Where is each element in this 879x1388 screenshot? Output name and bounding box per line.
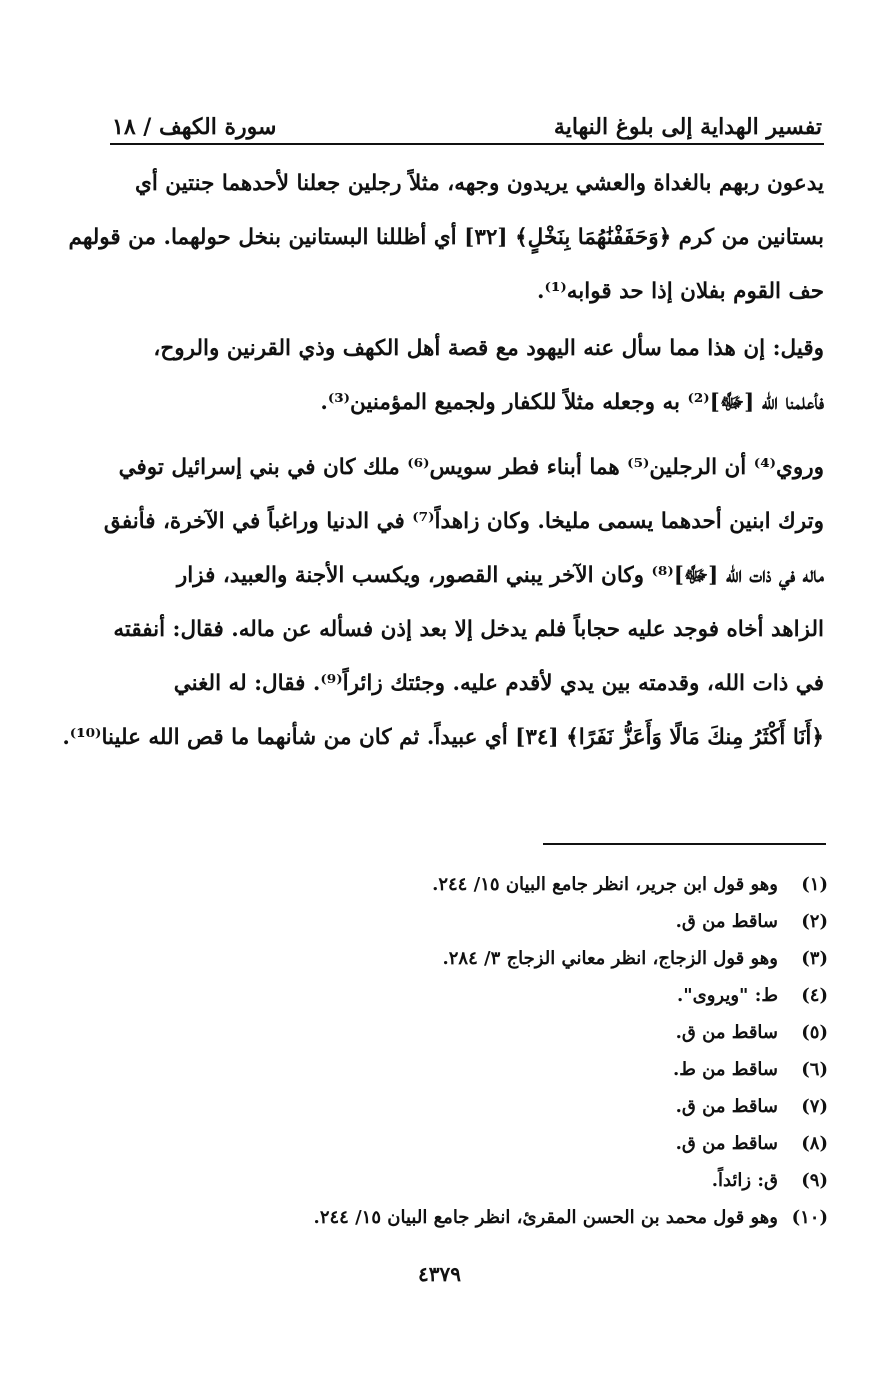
text-line: وقيل: إن هذا مما سأل عنه اليهود مع قصة أهل الكهف وذي القرنين والروح، bbox=[153, 336, 824, 361]
footnote-text: ط: "ويروى". bbox=[677, 985, 778, 1006]
text-line: حف القوم بفلان إذا حد قوابه⁽¹⁾. bbox=[537, 279, 824, 304]
footnote-number: (١٠) bbox=[791, 1207, 828, 1228]
footnote-number: (٢) bbox=[801, 911, 828, 932]
footnotes bbox=[200, 866, 828, 1236]
footnote-item bbox=[200, 903, 828, 940]
paragraph-1 bbox=[68, 157, 824, 319]
text-line: يدعون ربهم بالغداة والعشي يريدون وجهه، مثلاً رجلين جعلنا لأحدهما جنتين أي bbox=[135, 171, 824, 196]
footnote-number: (٥) bbox=[801, 1022, 828, 1043]
footnote-text: ساقط من ط. bbox=[672, 1059, 778, 1080]
footnote-item bbox=[200, 940, 828, 977]
paragraph-2 bbox=[112, 322, 824, 430]
footnote-number: (٦) bbox=[801, 1059, 828, 1080]
footnote-text: وهو قول ابن جرير، انظر جامع البيان ١٥/ ٢٤٤. bbox=[432, 874, 778, 895]
footnote-item bbox=[200, 1088, 828, 1125]
header-rule bbox=[110, 143, 824, 145]
running-header bbox=[112, 100, 822, 140]
footnote-text: ساقط من ق. bbox=[675, 911, 778, 932]
footnote-item bbox=[200, 1125, 828, 1162]
footnote-text: وهو قول محمد بن الحسن المقرئ، انظر جامع البيان ١٥/ ٢٤٤. bbox=[313, 1207, 778, 1228]
footnote-item bbox=[200, 1199, 828, 1236]
footnote-text: ساقط من ق. bbox=[675, 1022, 778, 1043]
footnote-item bbox=[200, 1051, 828, 1088]
paragraph-3 bbox=[62, 441, 824, 765]
footnote-text: ساقط من ق. bbox=[675, 1133, 778, 1154]
footnote-number: (٨) bbox=[801, 1133, 828, 1154]
text-line: ﴿أَنَا أَكْثَرُ مِنكَ مَالًا وَأَعَزُّ نَفَرًا﴾ [٣٤] أي عبيداً. ثم كان من شأنهما ما قص الله علينا⁽¹⁰⁾. bbox=[62, 725, 824, 750]
footnote-number: (١) bbox=[801, 874, 828, 895]
text-line: بستانين من كرم ﴿وَحَفَفْنَٰهُمَا بِنَخْلٍ﴾ [٣٢] أي أظللنا البستانين بنخل حولهما. من قولهم bbox=[68, 225, 824, 250]
footnote-text: وهو قول الزجاج، انظر معاني الزجاج ٣/ ٢٨٤. bbox=[442, 948, 778, 969]
footnote-item bbox=[200, 866, 828, 903]
book-title: تفسير الهداية إلى بلوغ النهاية bbox=[553, 114, 822, 140]
text-line: في ذات الله، وقدمته بين يدي لأقدم عليه. وجئتك زائراً⁽⁹⁾. فقال: له الغني bbox=[173, 671, 824, 696]
page-number: ٤٣٧٩ bbox=[418, 1262, 461, 1286]
text-line: وروي⁽⁴⁾ أن الرجلين⁽⁵⁾ هما أبناء فطر سويس⁽⁶⁾ ملك كان في بني إسرائيل توفي bbox=[118, 455, 824, 480]
footnote-item bbox=[200, 977, 828, 1014]
footnote-number: (٣) bbox=[801, 948, 828, 969]
footnote-text: ق: زائداً. bbox=[711, 1170, 778, 1191]
footnote-item bbox=[200, 1162, 828, 1199]
footnote-number: (٩) bbox=[801, 1170, 828, 1191]
text-line: وترك ابنين أحدهما يسمى مليخا. وكان زاهداً⁽⁷⁾ في الدنيا وراغباً في الآخرة، فأنفق bbox=[103, 509, 824, 534]
footnote-text: ساقط من ق. bbox=[675, 1096, 778, 1117]
text-line: ماله في ذات الله [ﷻ]⁽⁸⁾ وكان الآخر يبني القصور، ويكسب الأجنة والعبيد، فزار bbox=[176, 563, 824, 588]
surah-title: سورة الكهف / ١٨ bbox=[112, 114, 277, 140]
footnote-number: (٤) bbox=[801, 985, 828, 1006]
footnote-number: (٧) bbox=[801, 1096, 828, 1117]
text-line: الزاهد أخاه فوجد عليه حجاباً فلم يدخل إلا بعد إذن فسأله عن ماله. فقال: أنفقته bbox=[113, 617, 824, 642]
footnote-item bbox=[200, 1014, 828, 1051]
footnote-separator bbox=[543, 843, 826, 845]
text-line: فأعلمنا الله [ﷻ]⁽²⁾ به وجعله مثلاً للكفار ولجميع المؤمنين⁽³⁾. bbox=[320, 390, 824, 415]
